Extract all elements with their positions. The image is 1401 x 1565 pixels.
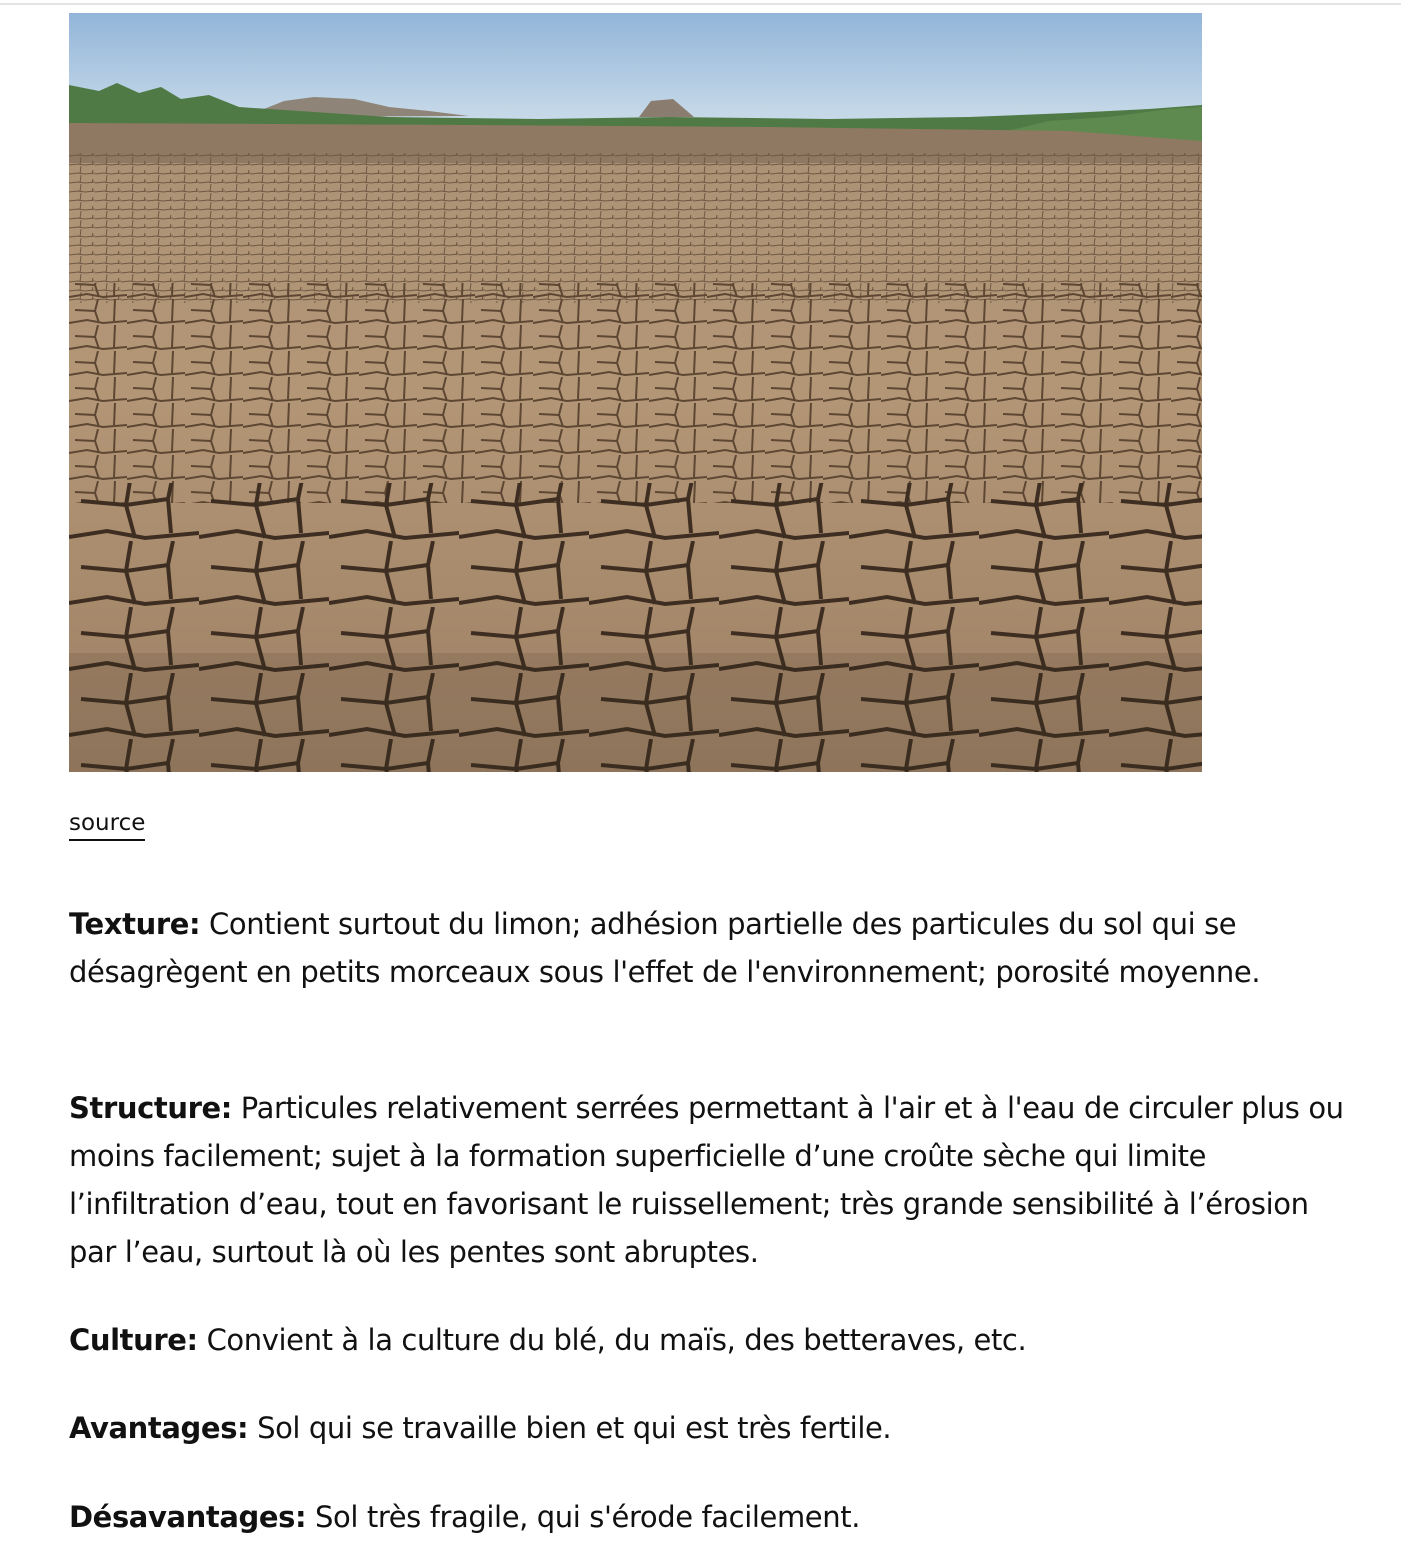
structure-text: Particules relativement serrées permettant à l'air et à l'eau de circuler plus ou moins facilement; sujet à la formation superficielle d’une croûte sèche qui limite l’infiltration d’eau, tout en favorisant le ruissellement; très grande sensibilité à l’érosion par l’eau, surtout là où les pentes sont abruptes. bbox=[69, 1091, 1344, 1269]
cracked-soil-photo bbox=[69, 13, 1202, 772]
culture-paragraph bbox=[69, 1316, 1344, 1364]
advantages-paragraph bbox=[69, 1404, 1344, 1452]
disadvantages-label: Désavantages: bbox=[69, 1500, 307, 1534]
texture-text: Contient surtout du limon; adhésion partielle des particules du sol qui se désagrègent en petits morceaux sous l'effet de l'environnement; porosité moyenne. bbox=[69, 907, 1261, 989]
advantages-text: Sol qui se travaille bien et qui est très fertile. bbox=[248, 1411, 892, 1445]
top-divider bbox=[0, 3, 1401, 5]
structure-paragraph bbox=[69, 1084, 1344, 1276]
structure-label: Structure: bbox=[69, 1091, 232, 1125]
source-link[interactable]: source bbox=[69, 809, 145, 841]
disadvantages-paragraph bbox=[69, 1493, 1344, 1541]
texture-label: Texture: bbox=[69, 907, 201, 941]
advantages-label: Avantages: bbox=[69, 1411, 249, 1445]
culture-label: Culture: bbox=[69, 1323, 198, 1357]
culture-text: Convient à la culture du blé, du maïs, des betteraves, etc. bbox=[197, 1323, 1027, 1357]
disadvantages-text: Sol très fragile, qui s'érode facilement. bbox=[306, 1500, 861, 1534]
texture-paragraph bbox=[69, 900, 1344, 996]
